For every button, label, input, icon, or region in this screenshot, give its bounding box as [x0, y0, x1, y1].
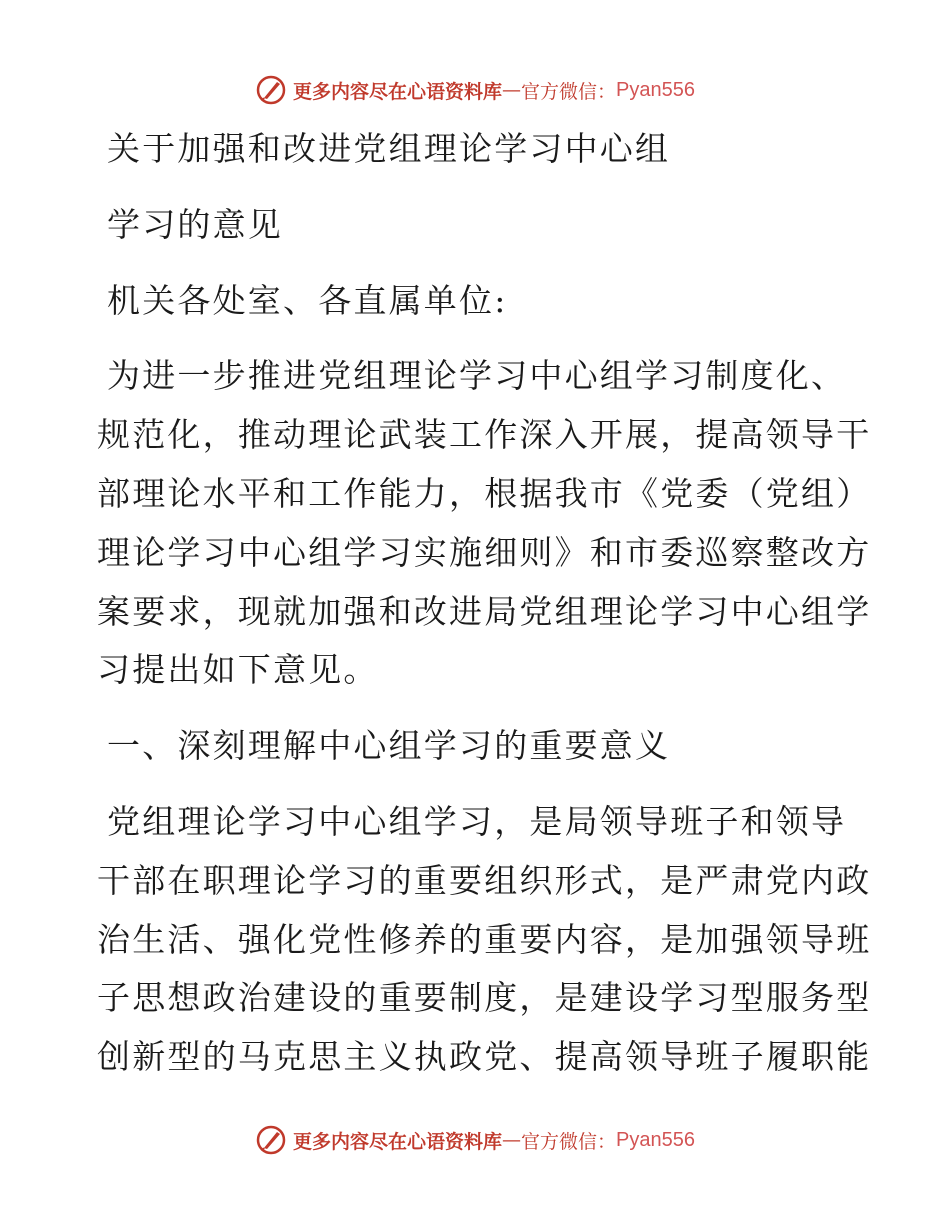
banner-wechat-id: Pyan556 — [616, 78, 695, 101]
paragraph-line: 干部在职理论学习的重要组织形式，是严肃党内政 — [97, 860, 872, 900]
paragraph-line: 理论学习中心组学习实施细则》和市委巡察整改方 — [97, 532, 872, 572]
salutation: 机关各处室、各直属单位: — [107, 280, 508, 320]
banner-brand: 更多内容尽在心语资料库 — [293, 80, 503, 103]
intro-paragraph — [97, 347, 872, 700]
section-heading: 一、深刻理解中心组学习的重要意义 — [107, 726, 671, 766]
paragraph-line: 子思想政治建设的重要制度，是建设学习型服务型 — [97, 978, 872, 1018]
paragraph-line: 规范化，推动理论武装工作深入开展，提高领导干 — [97, 415, 872, 455]
section-paragraph — [97, 793, 872, 1087]
footer-banner — [0, 1120, 950, 1160]
document-title-line-2: 学习的意见 — [107, 204, 283, 244]
banner-wechat-label: 官方微信： — [521, 80, 617, 103]
banner-brand: 更多内容尽在心语资料库 — [293, 1130, 503, 1153]
paragraph-line: 习提出如下意见。 — [97, 650, 379, 690]
document-title-line-1: 关于加强和改进党组理论学习中心组 — [107, 129, 671, 168]
paragraph-line: 治生活、强化党性修养的重要内容，是加强领导班 — [97, 919, 872, 959]
paragraph-line: 案要求，现就加强和改进局党组理论学习中心组学 — [97, 591, 872, 631]
paragraph-line: 创新型的马克思主义执政党、提高领导班子履职能 — [97, 1037, 872, 1077]
banner-separator: — — [502, 1129, 522, 1151]
banner-wechat-label: 官方微信： — [521, 1130, 617, 1153]
paragraph-line: 为进一步推进党组理论学习中心组学习制度化、 — [107, 356, 847, 396]
quill-pen-logo-icon — [255, 74, 287, 106]
header-banner — [0, 70, 950, 110]
quill-pen-logo-icon — [255, 1124, 287, 1156]
paragraph-line: 党组理论学习中心组学习，是局领导班子和领导 — [107, 801, 847, 841]
document-body — [97, 120, 872, 1087]
banner-separator: — — [502, 79, 522, 101]
paragraph-line: 部理论水平和工作能力，根据我市《党委（党组） — [97, 473, 872, 513]
banner-wechat-id: Pyan556 — [616, 1128, 695, 1151]
